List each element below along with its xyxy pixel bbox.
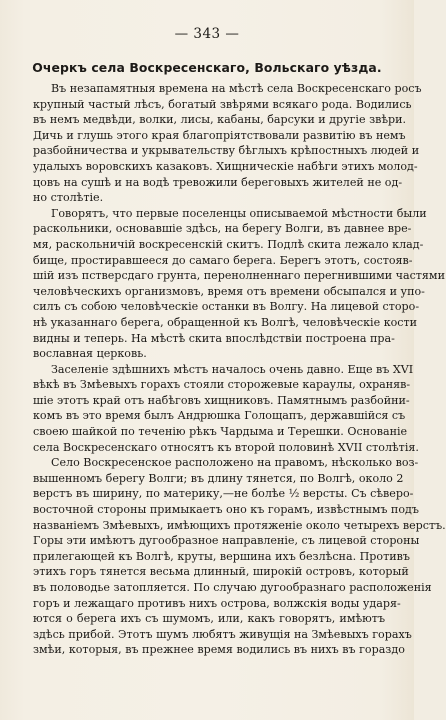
text-line: своею шайкой по теченію рѣкъ Чардыма и Терешки. Основаніе (33, 425, 408, 439)
text-line: Говорятъ, что первые поселенцы описываемой мѣстности были (51, 206, 427, 220)
text-line: комъ въ это время былъ Андрюшка Голощапъ, державшійся съ (33, 409, 406, 423)
page-number: — 343 — (174, 26, 240, 42)
text-line: вославная церковь. (33, 347, 147, 361)
text-line: Заселеніе здѣшнихъ мѣстъ началось очень давно. Еще въ XVI (51, 362, 414, 376)
text-line: села Воскресенскаго относятъ къ второй половинѣ XVII столѣтія. (33, 440, 419, 454)
text-line: вышенномъ берегу Волги; въ длину тянется, по Волгѣ, около 2 (33, 471, 404, 485)
text-line: здѣсь прибой. Этотъ шумъ любятъ живущія на Змѣевыхъ горахъ (33, 627, 412, 641)
text-line: ются о берега ихъ съ шумомъ, или, какъ говорятъ, имѣютъ (33, 612, 385, 626)
text-line: мя, раскольничій воскресенскій скитъ. Подлѣ скита лежало клад- (33, 237, 424, 251)
text-line: Село Воскресенское расположено на правомъ, нѣсколько воз- (51, 456, 419, 470)
paragraph-3 (33, 362, 419, 456)
text-line: Въ незапамятныя времена на мѣстѣ села Воскресенскаго росъ (51, 82, 422, 95)
text-line: крупный частый лѣсъ, богатый звѣрями всякаго рода. Водились (33, 97, 412, 111)
text-line: верстъ въ ширину, по материку,—не болѣе ½ версты. Съ сѣверо- (33, 487, 414, 501)
text-line: въ половодье затопляется. По случаю дугообразнаго расположенія (33, 581, 432, 594)
text-line: Дичь и глушь этого края благопріятствовали развитію въ немъ (33, 128, 406, 142)
text-line: удалыхъ воровскихъ казаковъ. Хищническіе набѣги этихъ молод- (33, 159, 418, 173)
text-line: шій изъ пстверсдаго грунта, перенолненнаго перегнившими частями (33, 269, 445, 283)
text-line: вѣкѣ въ Змѣевыхъ горахъ стояли сторожевые караулы, охраняв- (33, 378, 411, 392)
text-line: цовъ на сушѣ и на водѣ тревожили береговыхъ жителей не од- (33, 175, 403, 189)
paragraph-1 (33, 81, 422, 206)
article-body (33, 81, 446, 658)
text-line: но столѣтіе. (33, 191, 104, 205)
text-line: силъ съ собою человѣческіе останки въ Волгу. На лицевой сторо- (33, 300, 420, 314)
text-line: въ немъ медвѣди, волки, лисы, кабаны, барсуки и другіе звѣри. (33, 113, 407, 127)
article-title: Очеркъ села Воскресенскаго, Вольскаго уѣзда. (32, 60, 382, 75)
text-line: названіемъ Змѣевыхъ, имѣющихъ протяженіе около четырехъ верстъ. (33, 518, 446, 532)
text-line: Горы эти имѣютъ дугообразное направленіе, съ лицевой стороны (33, 534, 420, 548)
text-line: человѣческихъ организмовъ, время отъ времени обсыпался и упо- (33, 284, 425, 298)
text-line: прилегающей къ Волгѣ, круты, вершина ихъ безлѣсна. Противъ (33, 549, 410, 563)
paragraph-2 (33, 206, 445, 362)
text-line: этихъ горъ тянется весьма длинный, широкій островъ, который (33, 565, 409, 579)
text-line: видны и теперь. На мѣстѣ скита впослѣдствіи построена пра- (33, 331, 395, 345)
text-line: восточной стороны примыкаетъ оно къ горамъ, извѣстнымъ подъ (33, 503, 419, 517)
text-line: горъ и лежащаго противъ нихъ острова, волжскія воды ударя- (33, 596, 401, 610)
text-line: шіе этотъ край отъ набѣговъ хищниковъ. Памятнымъ разбойни- (33, 393, 410, 407)
text-line: бище, простиравшееся до самаго берега. Берегъ этотъ, состояв- (33, 253, 413, 267)
text-line: змѣи, которыя, въ прежнее время водились въ нихъ въ гораздо (33, 643, 405, 657)
paragraph-4 (33, 455, 446, 658)
text-line: разбойничества и укрывательству бѣглыхъ крѣпостныхъ людей и (33, 144, 420, 158)
text-line: нѣ указаннаго берега, обращенной къ Волгѣ, человѣческіе кости (33, 315, 418, 329)
text-line: раскольники, основавшіе здѣсь, на берегу Волги, въ давнее вре- (33, 222, 412, 236)
